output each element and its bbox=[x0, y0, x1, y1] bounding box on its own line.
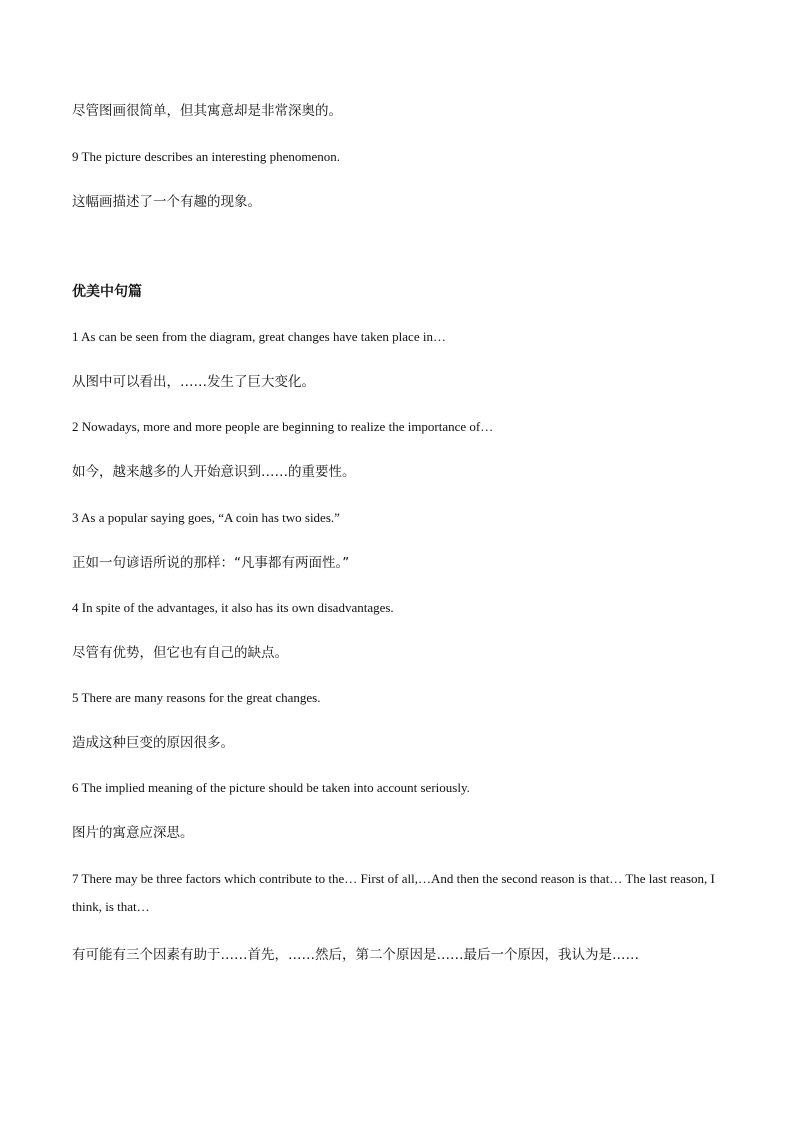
section-heading: 优美中句篇 bbox=[72, 284, 142, 300]
sentence-1-en: 1 As can be seen from the diagram, great changes have taken place in… bbox=[72, 329, 446, 344]
sentence-4-zh: 尽管有优势，但它也有自己的缺点。 bbox=[72, 645, 288, 661]
sentence-2-zh: 如今，越来越多的人开始意识到……的重要性。 bbox=[72, 464, 356, 480]
sentence-3-zh: 正如一句谚语所说的那样：“凡事都有两面性。” bbox=[72, 555, 350, 571]
sentence-5-en: 5 There are many reasons for the great changes. bbox=[72, 690, 321, 705]
sentence-7-zh: 有可能有三个因素有助于……首先，……然后，第二个原因是……最后一个原因，我认为是…… bbox=[72, 947, 639, 963]
intro-line-zh: 尽管图画很简单，但其寓意却是非常深奥的。 bbox=[72, 103, 342, 119]
sentence-3-en: 3 As a popular saying goes, “A coin has two sides.” bbox=[72, 510, 340, 525]
sentence-6-zh: 图片的寓意应深思。 bbox=[72, 825, 194, 841]
intro-item-9-en: 9 The picture describes an interesting phenomenon. bbox=[72, 149, 340, 164]
sentence-4-en: 4 In spite of the advantages, it also has its own disadvantages. bbox=[72, 600, 394, 615]
intro-item-9-zh: 这幅画描述了一个有趣的现象。 bbox=[72, 194, 261, 210]
sentence-7-en: 7 There may be three factors which contribute to the… First of all,…And then the second reason is that… The last reason, I think, is that… bbox=[72, 871, 715, 914]
sentence-6-en: 6 The implied meaning of the picture should be taken into account seriously. bbox=[72, 780, 470, 795]
sentence-5-zh: 造成这种巨变的原因很多。 bbox=[72, 735, 234, 751]
sentence-2-en: 2 Nowadays, more and more people are beginning to realize the importance of… bbox=[72, 419, 494, 434]
sentence-1-zh: 从图中可以看出，……发生了巨大变化。 bbox=[72, 374, 315, 390]
